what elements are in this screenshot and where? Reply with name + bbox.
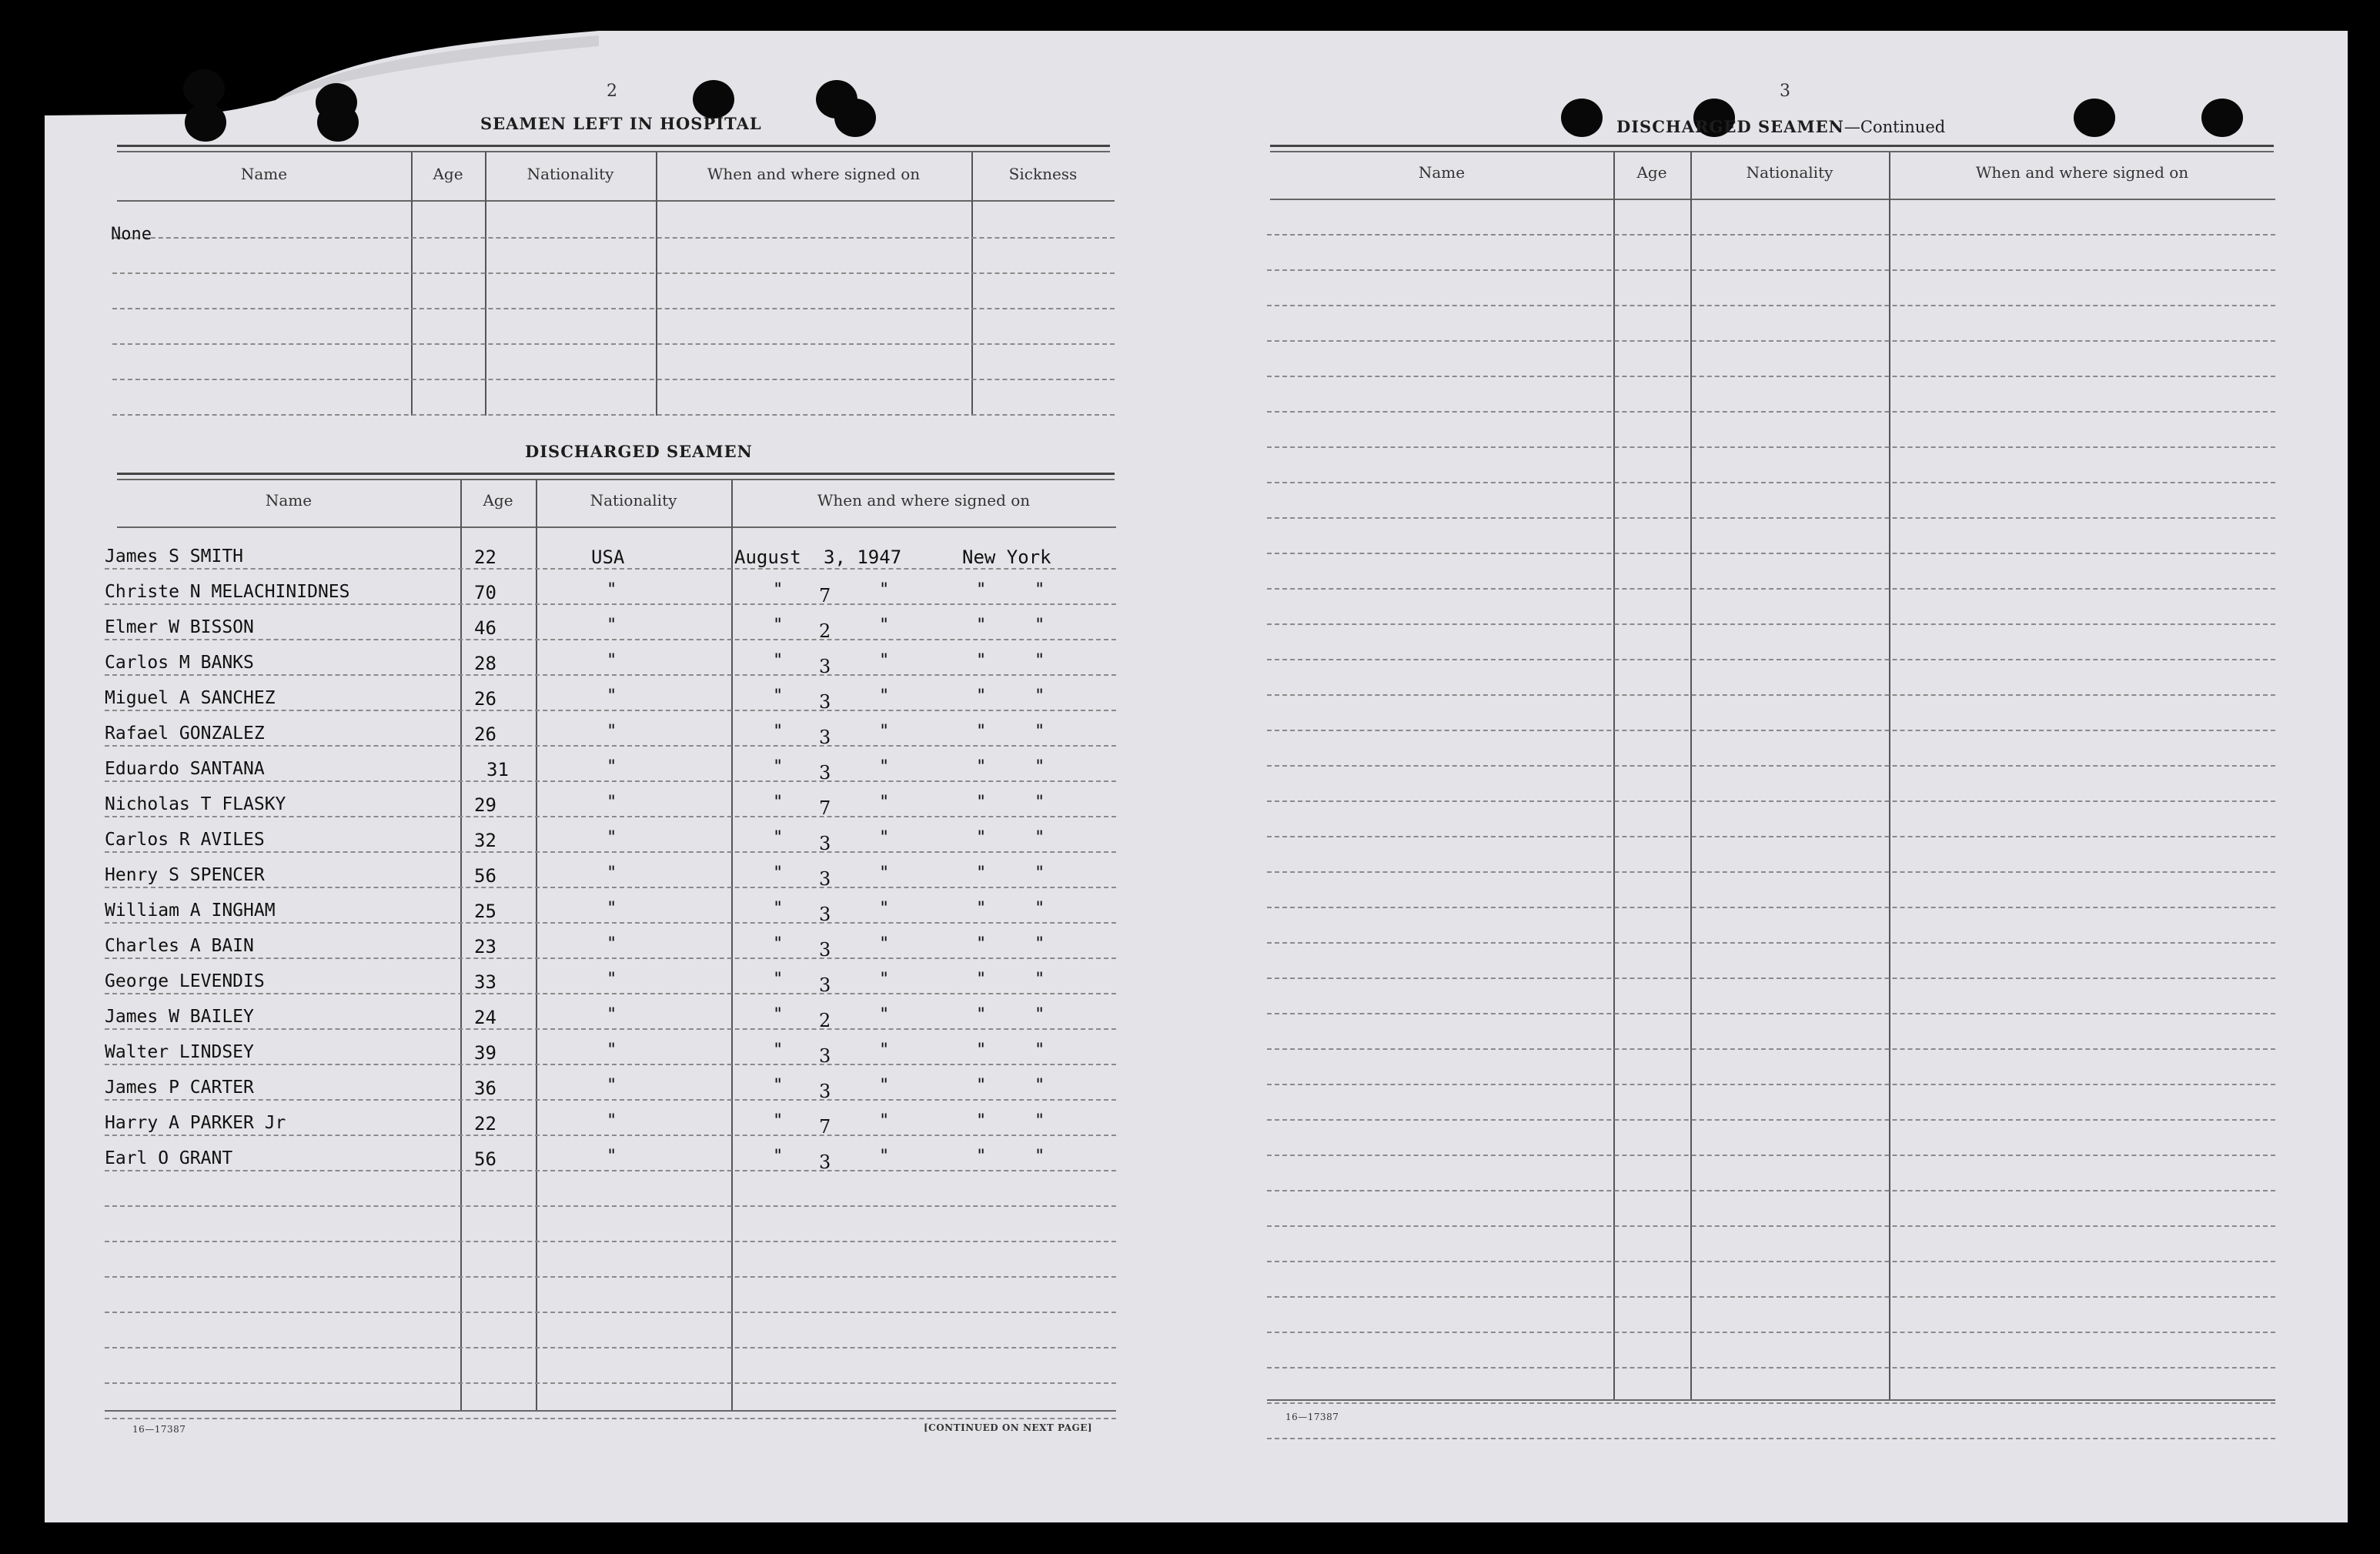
- page-number-right: 3: [1780, 82, 1790, 101]
- signed-on-day: 7: [819, 1116, 831, 1138]
- ditto-year: ": [879, 1041, 890, 1060]
- discharged-row-line: [105, 993, 1116, 994]
- hospital-row-line: [112, 379, 1115, 380]
- punch-hole: [2074, 99, 2115, 137]
- continued-row-line: [1267, 411, 2275, 413]
- seaman-name: Walter LINDSEY: [105, 1042, 254, 1062]
- discharged-row-line: [105, 780, 1116, 782]
- hospital-column-divider: [485, 152, 486, 416]
- ditto-state: ": [1035, 722, 1045, 741]
- continued-column-divider: [1889, 152, 1890, 1399]
- hospital-column-divider: [971, 152, 973, 416]
- discharged-bottom-rule: [105, 1410, 1116, 1412]
- signed-on-month: August: [734, 546, 801, 568]
- ditto-state: ": [1035, 1111, 1045, 1131]
- continued-row-line: [1267, 623, 2275, 625]
- ditto-nationality: ": [607, 1041, 617, 1060]
- seaman-name: Christe N MELACHINIDNES: [105, 582, 350, 602]
- discharged-row-line: [105, 1312, 1116, 1313]
- discharged-row-line: [105, 1135, 1116, 1136]
- seaman-nationality: USA: [591, 546, 625, 568]
- continued-row-line: [1267, 1438, 2275, 1439]
- seaman-age: 25: [474, 901, 496, 922]
- seaman-age: 24: [474, 1007, 496, 1028]
- ditto-nationality: ": [607, 899, 617, 918]
- signed-on-day: 3: [819, 1081, 831, 1102]
- discharged-col-nationality: Nationality: [590, 491, 677, 510]
- ditto-year: ": [879, 934, 890, 954]
- punch-hole: [834, 99, 876, 137]
- continued-col-age: Age: [1636, 163, 1667, 182]
- page-number-left: 2: [607, 82, 617, 101]
- signed-on-day: 7: [819, 585, 831, 607]
- discharged-row-line: [105, 568, 1116, 570]
- hospital-top-rule: [117, 145, 1110, 147]
- seaman-age: 22: [474, 546, 496, 568]
- signed-on-day: 3: [819, 904, 831, 925]
- seaman-age: 33: [474, 971, 496, 993]
- ditto-city: ": [976, 899, 987, 918]
- discharged-column-divider: [731, 480, 733, 1412]
- discharged-row-line: [105, 1205, 1116, 1207]
- continued-column-divider: [1613, 152, 1615, 1399]
- discharged-row-line: [105, 1064, 1116, 1065]
- discharged-section-title: DISCHARGED SEAMEN: [525, 442, 753, 461]
- signed-on-day: 3: [819, 868, 831, 890]
- continued-header-rule: [1270, 199, 2275, 200]
- signed-on-day: 2: [819, 620, 831, 642]
- discharged-row-line: [105, 922, 1116, 924]
- seaman-age: 39: [474, 1042, 496, 1064]
- discharged-row-line: [105, 887, 1116, 888]
- discharged-header-rule: [117, 526, 1116, 528]
- continued-row-line: [1267, 659, 2275, 660]
- continued-row-line: [1267, 978, 2275, 979]
- ditto-city: ": [976, 934, 987, 954]
- continued-column-divider: [1690, 152, 1692, 1399]
- discharged-row-line: [105, 1028, 1116, 1030]
- ditto-month: ": [773, 970, 784, 989]
- signed-on-day: 3: [819, 833, 831, 854]
- form-number-left: 16—17387: [132, 1424, 186, 1435]
- hospital-entry-none: None: [111, 225, 152, 244]
- discharged-row-line: [105, 710, 1116, 711]
- signed-on-day: 3: [819, 1151, 831, 1173]
- hospital-column-divider: [411, 152, 413, 416]
- seaman-age: 56: [474, 1148, 496, 1170]
- seaman-age: 46: [474, 617, 496, 639]
- ditto-state: ": [1035, 651, 1045, 670]
- ditto-state: ": [1035, 1076, 1045, 1095]
- ditto-month: ": [773, 1076, 784, 1095]
- ditto-year: ": [879, 970, 890, 989]
- ditto-nationality: ": [607, 828, 617, 847]
- discharged-row-line: [105, 1347, 1116, 1348]
- punch-hole: [1561, 99, 1603, 137]
- ditto-nationality: ": [607, 1147, 617, 1166]
- continued-row-line: [1267, 234, 2275, 236]
- signed-on-day: 3: [819, 656, 831, 677]
- discharged-col-name: Name: [265, 491, 313, 510]
- ditto-state: ": [1035, 757, 1045, 777]
- continued-row-line: [1267, 1402, 2275, 1404]
- continued-row-line: [1267, 800, 2275, 802]
- seaman-name: George LEVENDIS: [105, 971, 265, 991]
- continued-note: [CONTINUED ON NEXT PAGE]: [924, 1422, 1093, 1433]
- seaman-name: Miguel A SANCHEZ: [105, 688, 276, 708]
- continued-row-line: [1267, 1013, 2275, 1014]
- ditto-city: ": [976, 1147, 987, 1166]
- continued-row-line: [1267, 1084, 2275, 1085]
- ditto-nationality: ": [607, 722, 617, 741]
- ditto-city: ": [976, 651, 987, 670]
- continued-top-rule-2: [1270, 151, 2274, 152]
- seaman-name: William A INGHAM: [105, 901, 276, 921]
- ditto-nationality: ": [607, 651, 617, 670]
- punch-hole: [185, 103, 226, 142]
- ditto-year: ": [879, 864, 890, 883]
- seaman-age: 26: [474, 724, 496, 745]
- hospital-col-age: Age: [433, 165, 463, 183]
- seaman-name: Henry S SPENCER: [105, 865, 265, 885]
- ditto-month: ": [773, 1005, 784, 1024]
- ditto-state: ": [1035, 970, 1045, 989]
- ditto-nationality: ": [607, 580, 617, 600]
- ditto-nationality: ": [607, 1005, 617, 1024]
- ditto-state: ": [1035, 1147, 1045, 1166]
- hospital-col-sickness: Sickness: [1008, 165, 1078, 183]
- ditto-city: ": [976, 793, 987, 812]
- signed-on-day: 3: [819, 762, 831, 784]
- seaman-age: 29: [474, 794, 496, 816]
- ditto-month: ": [773, 722, 784, 741]
- continued-row-line: [1267, 482, 2275, 483]
- continued-row-line: [1267, 871, 2275, 873]
- ditto-city: ": [976, 864, 987, 883]
- continued-bottom-rule: [1267, 1399, 2275, 1401]
- ditto-month: ": [773, 687, 784, 706]
- hospital-top-rule-2: [117, 151, 1110, 152]
- ditto-city: ": [976, 1041, 987, 1060]
- ditto-state: ": [1035, 864, 1045, 883]
- seaman-name: Carlos M BANKS: [105, 653, 254, 673]
- discharged-top-rule: [117, 473, 1115, 475]
- continued-section-title: [1616, 117, 1945, 136]
- punch-hole: [2201, 99, 2243, 137]
- ditto-city: ": [976, 687, 987, 706]
- hospital-col-signed-on: When and where signed on: [707, 165, 921, 183]
- ditto-month: ": [773, 757, 784, 777]
- seaman-age: 26: [474, 688, 496, 710]
- discharged-row-line: [105, 851, 1116, 853]
- punch-hole: [317, 103, 359, 142]
- seaman-age: 31: [486, 759, 509, 780]
- seaman-age: 22: [474, 1113, 496, 1135]
- continued-row-line: [1267, 446, 2275, 448]
- continued-row-line: [1267, 1048, 2275, 1050]
- ditto-year: ": [879, 722, 890, 741]
- continued-col-name: Name: [1418, 163, 1466, 182]
- ditto-year: ": [879, 793, 890, 812]
- continued-row-line: [1267, 942, 2275, 944]
- seaman-name: James P CARTER: [105, 1078, 254, 1098]
- continued-top-rule: [1270, 145, 2274, 147]
- seaman-name: Harry A PARKER Jr: [105, 1113, 286, 1133]
- signed-on-day: 3: [819, 1045, 831, 1067]
- seaman-age: 56: [474, 865, 496, 887]
- hospital-section-title: SEAMEN LEFT IN HOSPITAL: [480, 114, 762, 133]
- continued-row-line: [1267, 588, 2275, 590]
- seaman-age: 23: [474, 936, 496, 957]
- ditto-month: ": [773, 864, 784, 883]
- ditto-state: ": [1035, 793, 1045, 812]
- ditto-city: ": [976, 1005, 987, 1024]
- continued-row-line: [1267, 376, 2275, 377]
- hospital-row-line: [112, 272, 1115, 274]
- discharged-row-line: [105, 674, 1116, 676]
- signed-on-day: 3: [819, 691, 831, 713]
- form-number-right: 16—17387: [1285, 1412, 1339, 1422]
- hospital-column-divider: [656, 152, 657, 416]
- seaman-name: Rafael GONZALEZ: [105, 724, 265, 744]
- ditto-month: ": [773, 828, 784, 847]
- signed-on-day: 3: [819, 727, 831, 748]
- discharged-row-line: [105, 1276, 1116, 1278]
- ditto-month: ": [773, 899, 784, 918]
- ditto-city: ": [976, 580, 987, 600]
- signed-on-day: 3: [819, 974, 831, 996]
- ditto-year: ": [879, 580, 890, 600]
- ditto-year: ": [879, 828, 890, 847]
- ditto-nationality: ": [607, 1111, 617, 1131]
- ditto-state: ": [1035, 687, 1045, 706]
- ditto-city: ": [976, 828, 987, 847]
- hospital-row-line: [112, 308, 1115, 309]
- ditto-city: ": [976, 616, 987, 635]
- continued-row-line: [1267, 1225, 2275, 1227]
- ditto-month: ": [773, 1147, 784, 1166]
- ditto-state: ": [1035, 1005, 1045, 1024]
- discharged-row-line: [105, 745, 1116, 747]
- ditto-year: ": [879, 1076, 890, 1095]
- ditto-state: ": [1035, 828, 1045, 847]
- punch-hole: [693, 80, 734, 119]
- signed-on-place: New York: [962, 546, 1051, 568]
- discharged-row-line: [105, 639, 1116, 640]
- continued-col-nationality: Nationality: [1746, 163, 1833, 182]
- ditto-state: ": [1035, 934, 1045, 954]
- discharged-row-line: [105, 816, 1116, 817]
- ditto-year: ": [879, 651, 890, 670]
- continued-row-line: [1267, 340, 2275, 342]
- hospital-row-line: [112, 237, 1115, 239]
- discharged-row-line: [105, 1241, 1116, 1242]
- seaman-age: 28: [474, 653, 496, 674]
- seaman-name: James S SMITH: [105, 546, 244, 566]
- seaman-name: Eduardo SANTANA: [105, 759, 265, 779]
- ditto-city: ": [976, 970, 987, 989]
- continued-row-line: [1267, 1332, 2275, 1333]
- continued-row-line: [1267, 730, 2275, 731]
- seaman-age: 36: [474, 1078, 496, 1099]
- continued-row-line: [1267, 269, 2275, 271]
- continued-title-suffix: —Continued: [1843, 118, 1946, 136]
- seaman-age: 32: [474, 830, 496, 851]
- seaman-name: Earl O GRANT: [105, 1148, 233, 1168]
- continued-row-line: [1267, 553, 2275, 554]
- continued-row-line: [1267, 1261, 2275, 1262]
- discharged-column-divider: [536, 480, 537, 1412]
- continued-row-line: [1267, 1367, 2275, 1369]
- signed-on-day: 7: [819, 797, 831, 819]
- discharged-row-line: [105, 1382, 1116, 1384]
- ditto-city: ": [976, 1111, 987, 1131]
- discharged-row-line: [105, 1418, 1116, 1419]
- ditto-month: ": [773, 1111, 784, 1131]
- discharged-column-divider: [460, 480, 462, 1412]
- ditto-state: ": [1035, 580, 1045, 600]
- ditto-nationality: ": [607, 934, 617, 954]
- continued-row-line: [1267, 765, 2275, 767]
- hospital-row-line: [112, 343, 1115, 345]
- continued-col-signed-on: When and where signed on: [1975, 163, 2189, 182]
- ditto-city: ": [976, 1076, 987, 1095]
- discharged-col-age: Age: [483, 491, 513, 510]
- hospital-row-line: [112, 414, 1115, 416]
- ditto-year: ": [879, 1111, 890, 1131]
- discharged-row-line: [105, 1170, 1116, 1171]
- continued-row-line: [1267, 836, 2275, 837]
- ditto-month: ": [773, 793, 784, 812]
- seaman-name: Charles A BAIN: [105, 936, 254, 956]
- ditto-year: ": [879, 757, 890, 777]
- discharged-top-rule-2: [117, 479, 1115, 480]
- ditto-year: ": [879, 1005, 890, 1024]
- hospital-header-rule: [117, 200, 1115, 202]
- discharged-col-signed-on: When and where signed on: [817, 491, 1031, 510]
- hospital-col-nationality: Nationality: [526, 165, 614, 183]
- punch-hole: [183, 69, 225, 108]
- discharged-row-line: [105, 957, 1116, 959]
- ditto-nationality: ": [607, 1076, 617, 1095]
- ditto-nationality: ": [607, 864, 617, 883]
- ditto-month: ": [773, 934, 784, 954]
- ditto-year: ": [879, 1147, 890, 1166]
- ditto-nationality: ": [607, 687, 617, 706]
- ditto-month: ": [773, 651, 784, 670]
- signed-on-day: 2: [819, 1010, 831, 1031]
- continued-row-line: [1267, 517, 2275, 519]
- ditto-nationality: ": [607, 970, 617, 989]
- signed-on-day-year: 3, 1947: [824, 546, 902, 568]
- continued-row-line: [1267, 305, 2275, 306]
- signed-on-day: 3: [819, 939, 831, 961]
- continued-row-line: [1267, 907, 2275, 908]
- ditto-state: ": [1035, 899, 1045, 918]
- continued-row-line: [1267, 1119, 2275, 1121]
- ditto-nationality: ": [607, 757, 617, 777]
- continued-row-line: [1267, 694, 2275, 696]
- ditto-month: ": [773, 580, 784, 600]
- ditto-year: ": [879, 616, 890, 635]
- ditto-nationality: ": [607, 616, 617, 635]
- continued-title-main: DISCHARGED SEAMEN: [1616, 117, 1844, 136]
- manifest-sheet: [45, 31, 2348, 1522]
- seaman-name: Carlos R AVILES: [105, 830, 265, 850]
- ditto-state: ": [1035, 616, 1045, 635]
- ditto-year: ": [879, 687, 890, 706]
- hospital-col-name: Name: [240, 165, 288, 183]
- ditto-city: ": [976, 722, 987, 741]
- ditto-month: ": [773, 1041, 784, 1060]
- continued-row-line: [1267, 1296, 2275, 1298]
- discharged-row-line: [105, 603, 1116, 605]
- ditto-nationality: ": [607, 793, 617, 812]
- seaman-name: James W BAILEY: [105, 1007, 254, 1027]
- continued-row-line: [1267, 1190, 2275, 1191]
- seaman-name: Nicholas T FLASKY: [105, 794, 286, 814]
- ditto-year: ": [879, 899, 890, 918]
- seaman-name: Elmer W BISSON: [105, 617, 254, 637]
- ditto-month: ": [773, 616, 784, 635]
- ditto-city: ": [976, 757, 987, 777]
- ditto-state: ": [1035, 1041, 1045, 1060]
- continued-row-line: [1267, 1155, 2275, 1156]
- seaman-age: 70: [474, 582, 496, 603]
- discharged-row-line: [105, 1099, 1116, 1101]
